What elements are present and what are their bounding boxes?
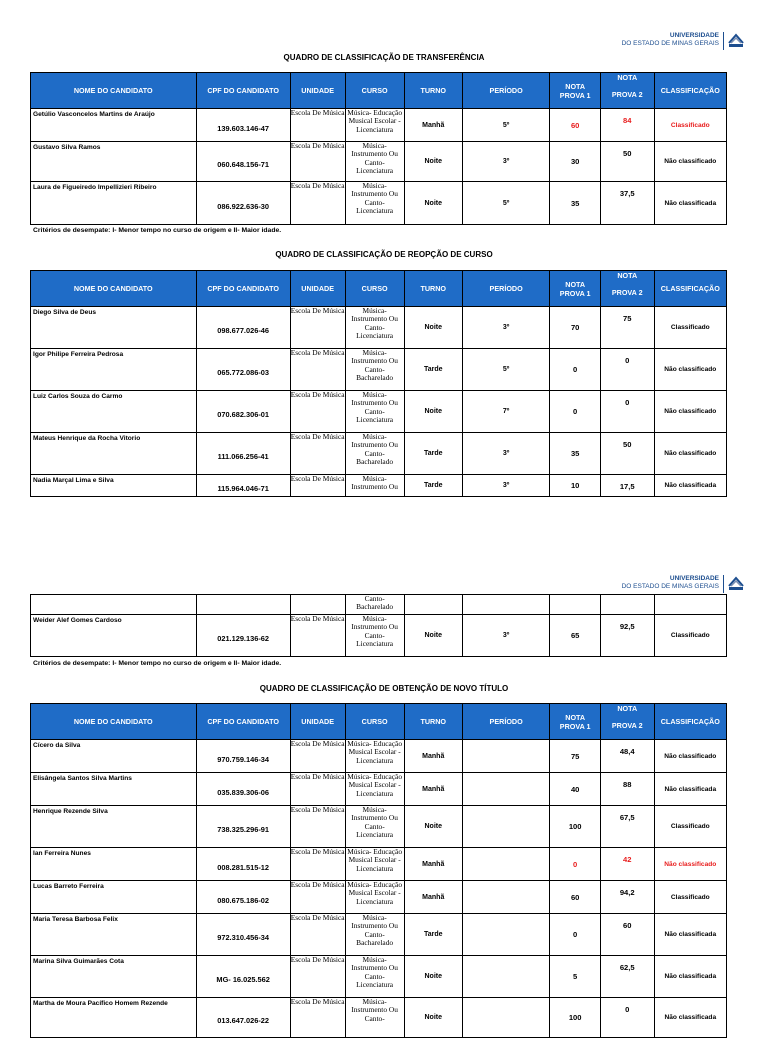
classificacao-cell: Não classificado (654, 142, 726, 182)
candidate-cpf: 111.066.256-41 (196, 433, 290, 475)
periodo-cell: 7º (462, 391, 550, 433)
col-header-nota-prova-2: NOTA PROVA 2 (600, 73, 654, 109)
empty-cell (600, 595, 654, 615)
logo-line2: DO ESTADO DE MINAS GERAIS (621, 40, 719, 47)
col-header-nome: NOME DO CANDIDATO (31, 271, 197, 307)
curso-cell: Música- Educação Musical Escolar - Licenciatura (345, 740, 404, 773)
col-header-cpf: CPF DO CANDIDATO (196, 704, 290, 740)
nota-prova-1-cell: 100 (550, 806, 600, 848)
col-header-classificacao: CLASSIFICAÇÃO (654, 704, 726, 740)
empty-cell (404, 595, 462, 615)
candidate-cpf: 008.281.515-12 (196, 848, 290, 881)
candidate-name: Lucas Barreto Ferreira (31, 881, 197, 914)
periodo-cell: 3º (462, 433, 550, 475)
section-title-transferencia: QUADRO DE CLASSIFICAÇÃO DE TRANSFERÊNCIA (283, 53, 485, 62)
nota-prova-2-cell: 62,5 (600, 956, 654, 998)
candidate-name: Cícero da Silva (31, 740, 197, 773)
periodo-cell (462, 881, 550, 914)
candidate-name: Igor Philipe Ferreira Pedrosa (31, 349, 197, 391)
section-title-novo-titulo: QUADRO DE CLASSIFICAÇÃO DE OBTENÇÃO DE NOVO TÍTULO (259, 684, 509, 693)
candidate-cpf: 738.325.296-91 (196, 806, 290, 848)
classificacao-cell: Classificado (654, 109, 726, 142)
nota-prova-1-cell: 0 (550, 848, 600, 881)
unidade-cell: Escola De Música (290, 349, 345, 391)
turno-cell: Tarde (404, 914, 462, 956)
nota-prova-1-cell: 10 (550, 475, 600, 497)
periodo-cell (462, 806, 550, 848)
candidate-name: Marina Silva Guimarães Cota (31, 956, 197, 998)
unidade-cell: Escola De Música (290, 740, 345, 773)
table-row (31, 740, 727, 773)
periodo-cell (462, 956, 550, 998)
table-row (31, 914, 727, 956)
nota-prova-2-cell: 42 (600, 848, 654, 881)
classificacao-cell: Não classificada (654, 475, 726, 497)
periodo-cell: 5º (462, 182, 550, 225)
unidade-cell: Escola De Música (290, 475, 345, 497)
logo-line1: UNIVERSIDADE (669, 575, 719, 582)
section-title-reopcao: QUADRO DE CLASSIFICAÇÃO DE REOPÇÃO DE CURSO (275, 250, 493, 259)
curso-cell: Música- Instrumento Ou Canto- Bacharelado (345, 433, 404, 475)
turno-cell: Manhã (404, 740, 462, 773)
table-row-continuation (31, 595, 727, 615)
curso-cell: Música- Instrumento Ou Canto- Licenciatura (345, 391, 404, 433)
nota-prova-1-cell: 65 (550, 615, 600, 657)
nota-prova-1-cell: 30 (550, 142, 600, 182)
turno-cell: Noite (404, 307, 462, 349)
curso-cell: Música- Educação Musical Escolar - Licenciatura (345, 109, 404, 142)
turno-cell: Manhã (404, 881, 462, 914)
candidate-cpf: 970.759.146-34 (196, 740, 290, 773)
uemg-logo-icon (728, 575, 744, 591)
col-header-unidade: UNIDADE (290, 704, 345, 740)
table-row (31, 848, 727, 881)
candidate-cpf: MG- 16.025.562 (196, 956, 290, 998)
table-row (31, 142, 727, 182)
periodo-cell (462, 773, 550, 806)
classificacao-cell: Não classificada (654, 182, 726, 225)
table-row (31, 475, 727, 497)
col-header-curso: CURSO (345, 271, 404, 307)
unidade-cell: Escola De Música (290, 848, 345, 881)
candidate-name: Maria Teresa Barbosa Felix (31, 914, 197, 956)
candidate-name: Laura de Figueiredo Impellizieri Ribeiro (31, 182, 197, 225)
col-header-curso: CURSO (345, 704, 404, 740)
candidate-cpf: 021.129.136-62 (196, 615, 290, 657)
unidade-cell: Escola De Música (290, 307, 345, 349)
classificacao-cell: Classificado (654, 806, 726, 848)
nota-prova-1-cell: 0 (550, 391, 600, 433)
nota-prova-2-cell: 75 (600, 307, 654, 349)
table-row (31, 182, 727, 225)
periodo-cell: 3º (462, 307, 550, 349)
university-logo (622, 32, 744, 50)
unidade-cell: Escola De Música (290, 109, 345, 142)
table-row (31, 391, 727, 433)
curso-cell: Música- Instrumento Ou Canto- Licenciatura (345, 182, 404, 225)
nota-prova-2-cell: 17,5 (600, 475, 654, 497)
candidate-name: Henrique Rezende Silva (31, 806, 197, 848)
classificacao-cell: Não classificada (654, 773, 726, 806)
curso-cell: Música- Instrumento Ou Canto- Licenciatura (345, 142, 404, 182)
curso-cell: Música- Instrumento Ou Canto- Licenciatura (345, 307, 404, 349)
col-header-periodo: PERÍODO (462, 271, 550, 307)
logo-divider (723, 575, 724, 593)
nota-prova-1-cell: 35 (550, 182, 600, 225)
candidate-name: Luiz Carlos Souza do Carmo (31, 391, 197, 433)
periodo-cell (462, 848, 550, 881)
empty-cell (550, 595, 600, 615)
nota-prova-1-cell: 0 (550, 349, 600, 391)
nota-prova-1-cell: 75 (550, 740, 600, 773)
periodo-cell (462, 998, 550, 1038)
periodo-cell: 3º (462, 475, 550, 497)
turno-cell: Manhã (404, 109, 462, 142)
unidade-cell: Escola De Música (290, 881, 345, 914)
table-reopcao (30, 270, 727, 497)
periodo-cell: 5º (462, 109, 550, 142)
unidade-cell: Escola De Música (290, 142, 345, 182)
table-row (31, 433, 727, 475)
classificacao-cell: Não classificado (654, 848, 726, 881)
candidate-name: Elisângela Santos Silva Martins (31, 773, 197, 806)
unidade-cell: Escola De Música (290, 998, 345, 1038)
col-header-nome: NOME DO CANDIDATO (31, 73, 197, 109)
col-header-nota-prova-1: NOTA PROVA 1 (550, 704, 600, 740)
col-header-curso: CURSO (345, 73, 404, 109)
candidate-name: Nadia Marçal Lima e Silva (31, 475, 197, 497)
candidate-name: Weider Alef Gomes Cardoso (31, 615, 197, 657)
table-row (31, 349, 727, 391)
classificacao-cell: Não classificado (654, 433, 726, 475)
nota-prova-1-cell: 40 (550, 773, 600, 806)
candidate-name: Getúlio Vasconcelos Martins de Araújo (31, 109, 197, 142)
curso-cell: Música- Educação Musical Escolar - Licenciatura (345, 773, 404, 806)
unidade-cell: Escola De Música (290, 615, 345, 657)
candidate-name: Gustavo Silva Ramos (31, 142, 197, 182)
classificacao-cell: Não classificado (654, 740, 726, 773)
nota-prova-1-cell: 5 (550, 956, 600, 998)
turno-cell: Noite (404, 998, 462, 1038)
table-row (31, 956, 727, 998)
turno-cell: Noite (404, 182, 462, 225)
col-header-nota-prova-2: NOTA PROVA 2 (600, 271, 654, 307)
col-header-periodo: PERÍODO (462, 704, 550, 740)
unidade-cell: Escola De Música (290, 391, 345, 433)
curso-cell: Música- Instrumento Ou Canto- Bacharelado (345, 914, 404, 956)
candidate-cpf: 972.310.456-34 (196, 914, 290, 956)
turno-cell: Noite (404, 142, 462, 182)
col-header-turno: TURNO (404, 271, 462, 307)
nota-prova-2-cell: 88 (600, 773, 654, 806)
col-header-classificacao: CLASSIFICAÇÃO (654, 73, 726, 109)
col-header-turno: TURNO (404, 704, 462, 740)
unidade-cell: Escola De Música (290, 182, 345, 225)
nota-prova-2-cell: 50 (600, 433, 654, 475)
periodo-cell: 5º (462, 349, 550, 391)
nota-prova-2-cell: 37,5 (600, 182, 654, 225)
col-header-classificacao: CLASSIFICAÇÃO (654, 271, 726, 307)
candidate-cpf: 065.772.086-03 (196, 349, 290, 391)
candidate-cpf: 115.964.046-71 (196, 475, 290, 497)
classificacao-cell: Não classificada (654, 956, 726, 998)
candidate-name: Mateus Henrique da Rocha Vitorio (31, 433, 197, 475)
curso-cell: Música- Instrumento Ou Canto- Licenciatura (345, 956, 404, 998)
unidade-cell: Escola De Música (290, 914, 345, 956)
turno-cell: Noite (404, 956, 462, 998)
curso-cell: Música- Instrumento Ou Canto- Licenciatura (345, 615, 404, 657)
turno-cell: Manhã (404, 773, 462, 806)
nota-prova-2-cell: 67,5 (600, 806, 654, 848)
periodo-cell: 3º (462, 615, 550, 657)
col-header-nota-prova-1: NOTA PROVA 1 (550, 271, 600, 307)
nota-prova-2-cell: 60 (600, 914, 654, 956)
nota-prova-1-cell: 0 (550, 914, 600, 956)
nota-prova-1-cell: 70 (550, 307, 600, 349)
nota-prova-2-cell: 48,4 (600, 740, 654, 773)
empty-cell (290, 595, 345, 615)
empty-cell (196, 595, 290, 615)
curso-cell: Música- Instrumento Ou Canto- Licenciatura (345, 806, 404, 848)
classificacao-cell: Classificado (654, 881, 726, 914)
col-header-nota-prova-1: NOTA PROVA 1 (550, 73, 600, 109)
candidate-cpf: 086.922.636-30 (196, 182, 290, 225)
university-logo-page2 (622, 575, 744, 593)
logo-line1: UNIVERSIDADE (669, 32, 719, 39)
turno-cell: Noite (404, 806, 462, 848)
col-header-unidade: UNIDADE (290, 73, 345, 109)
criterios-desempate-2: Critérios de desempate: I- Menor tempo no curso de origem e II- Maior idade. (33, 660, 282, 667)
empty-cell (654, 595, 726, 615)
table-row (31, 881, 727, 914)
turno-cell: Manhã (404, 848, 462, 881)
uemg-logo-icon (728, 32, 744, 48)
col-header-nome: NOME DO CANDIDATO (31, 704, 197, 740)
candidate-cpf: 098.677.026-46 (196, 307, 290, 349)
candidate-cpf: 139.603.146-47 (196, 109, 290, 142)
periodo-cell: 3º (462, 142, 550, 182)
table-row (31, 109, 727, 142)
table-transferencia (30, 72, 727, 225)
nota-prova-1-cell: 35 (550, 433, 600, 475)
col-header-nota-prova-2: NOTA PROVA 2 (600, 704, 654, 740)
classificacao-cell: Não classificada (654, 914, 726, 956)
table-row (31, 998, 727, 1038)
logo-line2: DO ESTADO DE MINAS GERAIS (621, 583, 719, 590)
classificacao-cell: Classificado (654, 307, 726, 349)
turno-cell: Tarde (404, 433, 462, 475)
col-header-cpf: CPF DO CANDIDATO (196, 271, 290, 307)
empty-cell (31, 595, 197, 615)
nota-prova-2-cell: 84 (600, 109, 654, 142)
curso-cell: Música- Instrumento Ou (345, 475, 404, 497)
turno-cell: Noite (404, 391, 462, 433)
candidate-cpf: 070.682.306-01 (196, 391, 290, 433)
curso-cell: Música- Educação Musical Escolar - Licenciatura (345, 881, 404, 914)
unidade-cell: Escola De Música (290, 806, 345, 848)
col-header-periodo: PERÍODO (462, 73, 550, 109)
candidate-cpf: 060.648.156-71 (196, 142, 290, 182)
nota-prova-1-cell: 100 (550, 998, 600, 1038)
classificacao-cell: Classificado (654, 615, 726, 657)
col-header-unidade: UNIDADE (290, 271, 345, 307)
col-header-turno: TURNO (404, 73, 462, 109)
col-header-cpf: CPF DO CANDIDATO (196, 73, 290, 109)
table-row (31, 307, 727, 349)
nota-prova-2-cell: 50 (600, 142, 654, 182)
turno-cell: Tarde (404, 349, 462, 391)
table-reopcao-continuation (30, 594, 727, 657)
table-row (31, 773, 727, 806)
periodo-cell (462, 914, 550, 956)
logo-divider (723, 32, 724, 50)
curso-cell: Música- Instrumento Ou Canto- (345, 998, 404, 1038)
candidate-name: Ian Ferreira Nunes (31, 848, 197, 881)
classificacao-cell: Não classificada (654, 998, 726, 1038)
nota-prova-2-cell: 0 (600, 349, 654, 391)
turno-cell: Tarde (404, 475, 462, 497)
table-novo-titulo (30, 703, 727, 1038)
candidate-cpf: 080.675.186-02 (196, 881, 290, 914)
classificacao-cell: Não classificado (654, 391, 726, 433)
curso-cell: Música- Instrumento Ou Canto- Bacharelado (345, 349, 404, 391)
candidate-name: Diego Silva de Deus (31, 307, 197, 349)
criterios-desempate: Critérios de desempate: I- Menor tempo no curso de origem e II- Maior idade. (33, 227, 282, 234)
nota-prova-2-cell: 92,5 (600, 615, 654, 657)
candidate-cpf: 013.647.026-22 (196, 998, 290, 1038)
unidade-cell: Escola De Música (290, 956, 345, 998)
nota-prova-2-cell: 94,2 (600, 881, 654, 914)
curso-cell: Música- Educação Musical Escolar - Licenciatura (345, 848, 404, 881)
unidade-cell: Escola De Música (290, 433, 345, 475)
turno-cell: Noite (404, 615, 462, 657)
nota-prova-1-cell: 60 (550, 109, 600, 142)
candidate-cpf: 035.839.306-06 (196, 773, 290, 806)
periodo-cell (462, 740, 550, 773)
candidate-name: Martha de Moura Pacífico Homem Rezende (31, 998, 197, 1038)
nota-prova-2-cell: 0 (600, 998, 654, 1038)
curso-cell-continuation: Canto- Bacharelado (345, 595, 404, 615)
nota-prova-1-cell: 60 (550, 881, 600, 914)
nota-prova-2-cell: 0 (600, 391, 654, 433)
classificacao-cell: Não classificado (654, 349, 726, 391)
unidade-cell: Escola De Música (290, 773, 345, 806)
table-row (31, 615, 727, 657)
empty-cell (462, 595, 550, 615)
table-row (31, 806, 727, 848)
